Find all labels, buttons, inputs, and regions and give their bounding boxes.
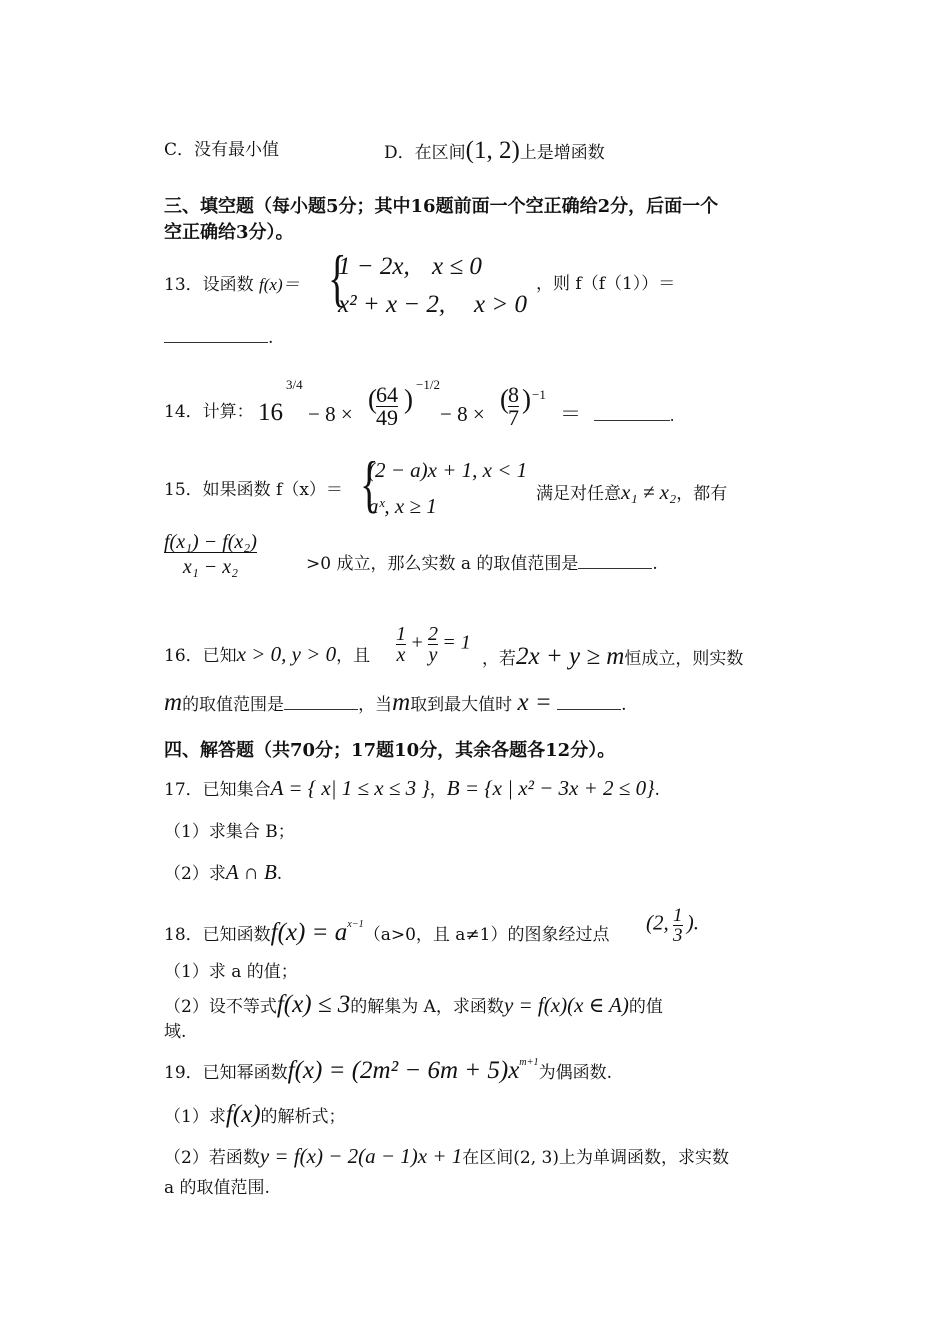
q15-case2: aˣ, x ≥ 1 bbox=[368, 494, 437, 518]
q14-label: 14．计算： bbox=[164, 402, 254, 422]
q19-part2-cont: a 的取值范围. bbox=[164, 1178, 270, 1198]
q19-part2: （2）若函数y = f(x) − 2(a − 1)x + 1在区间(2, 3)上为单调函数，求实数 bbox=[164, 1144, 729, 1168]
q15-fraction-line: $\frac{\text{f(x₁) − f(x₂)}}{\text{x₁ − x₂}}$ bbox=[164, 531, 257, 578]
q15-case1: (2 − a)x + 1, x < 1 bbox=[368, 458, 528, 482]
q18-part2-cont: 域. bbox=[164, 1022, 187, 1042]
q18-part1: （1）求 a 的值； bbox=[164, 962, 298, 982]
q16-line1: 16．已知x > 0, y > 0，且 bbox=[164, 642, 371, 666]
q17-part2: （2）求A ∩ B. bbox=[164, 860, 283, 884]
q13-label: 13．设函数 f(x)＝ bbox=[164, 275, 300, 295]
q17-line: 17．已知集合A = { x| 1 ≤ x ≤ 3 }，B = {x | x² − 3x + 2 ≤ 0}. bbox=[164, 776, 660, 800]
q16-line1-tail: ，若2x + y ≥ m恒成立，则实数 bbox=[482, 643, 744, 670]
q16-blank-1[interactable] bbox=[284, 695, 358, 710]
q15-blank[interactable] bbox=[578, 554, 652, 569]
q18-part2: （2）设不等式f(x) ≤ 3的解集为 A，求函数y = f(x)(x ∈ A)的值 bbox=[164, 991, 663, 1018]
q14-blank[interactable] bbox=[594, 406, 670, 421]
q15-tail3: >0 成立，那么实数 a 的取值范围是 . bbox=[306, 554, 658, 574]
section4-heading: 四、解答题（共70分；17题10分，其余各题各12分）。 bbox=[164, 740, 616, 761]
section3-heading-cont: 空正确给3分）。 bbox=[164, 222, 294, 243]
q13-brace: { bbox=[328, 242, 347, 313]
q15-label: 15．如果函数 f（x）＝ bbox=[164, 480, 343, 500]
q13-cond2: x > 0 bbox=[474, 291, 527, 318]
q19-part1: （1）求f(x)的解析式； bbox=[164, 1101, 346, 1128]
choice-d: D．在区间(1, 2)上是增函数 bbox=[384, 137, 605, 164]
section3-heading: 三、填空题（每小题5分；其中16题前面一个空正确给2分，后面一个 bbox=[164, 196, 719, 217]
q13-cond1: x ≤ 0 bbox=[432, 253, 482, 280]
q13-case1: 1 − 2x, bbox=[338, 253, 410, 280]
q15-tail: 满足对任意x₁ ≠ x₂，都有 bbox=[536, 480, 728, 504]
q16-line2: m的取值范围是 ，当m取到最大值时 x = . bbox=[164, 689, 627, 716]
q13-blank[interactable] bbox=[164, 328, 268, 343]
choice-c: C．没有最小值 bbox=[164, 140, 280, 160]
q16-blank-2[interactable] bbox=[557, 695, 621, 710]
q17-part1: （1）求集合 B； bbox=[164, 822, 295, 842]
q15-brace: { bbox=[360, 448, 379, 519]
interval: (1, 2) bbox=[465, 137, 520, 164]
q16-frac: $\frac{1}{x}$ + $\frac{2}{y}$ = 1 bbox=[396, 623, 471, 666]
q13-tail: ，则 f（f（1））＝ bbox=[536, 274, 676, 294]
q18-line: 18．已知函数$f(x) = a^{x-1}(a>0$，且 a≠1）的图象经过点 bbox=[164, 919, 610, 946]
q13-answer: . bbox=[164, 328, 273, 347]
q18-point: (2, $\frac{1}{3}$ ). bbox=[646, 905, 699, 946]
q19-line: 19．已知幂函数$f(x) = (2m^2 - 6m + 5)x^{m+1}$为偶函数. bbox=[164, 1057, 613, 1084]
q13-case2: x² + x − 2, bbox=[338, 291, 446, 318]
